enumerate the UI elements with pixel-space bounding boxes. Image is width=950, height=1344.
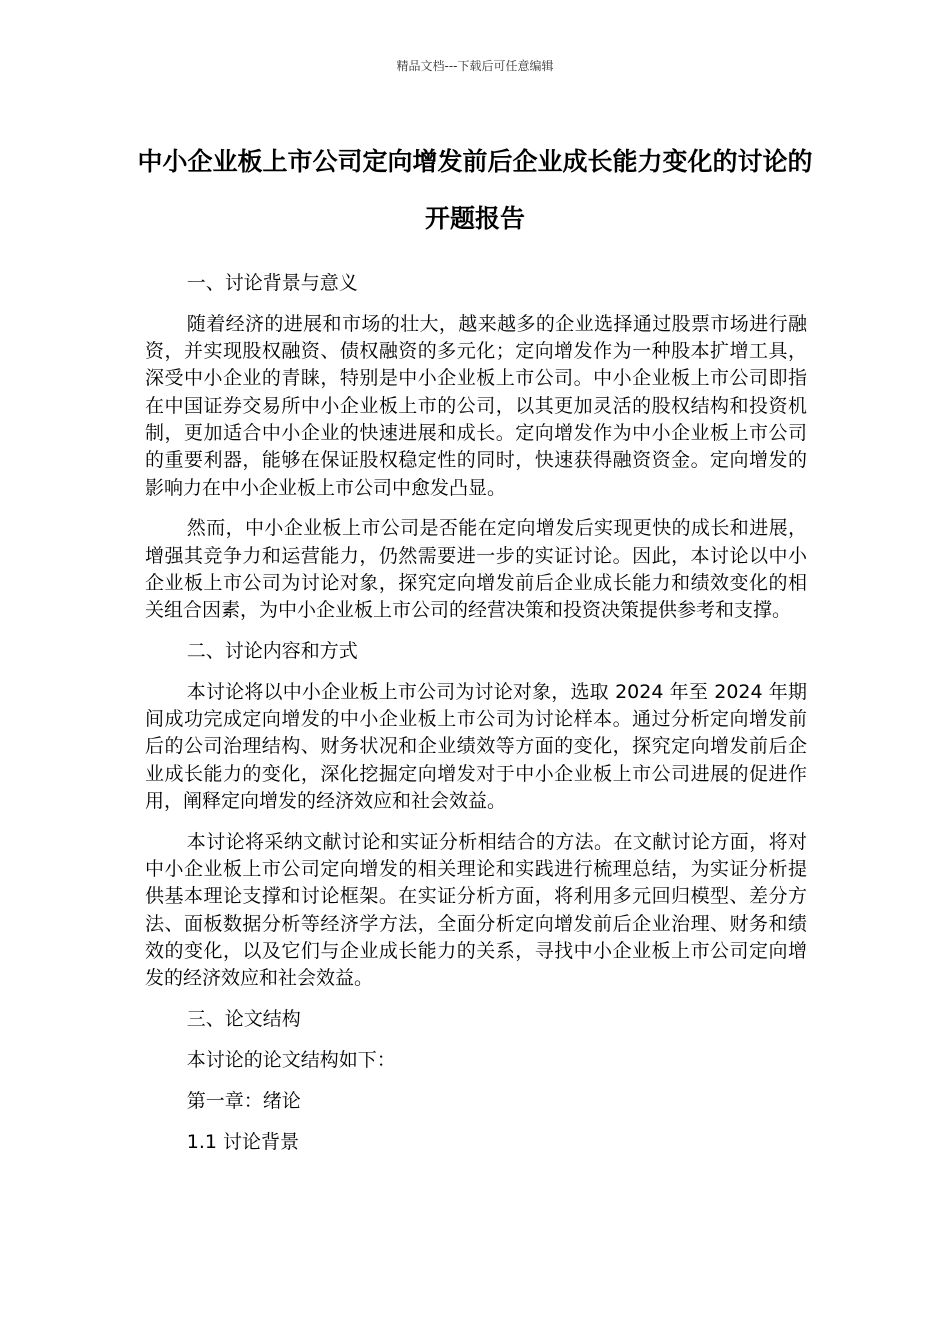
- header-note: 精品文档---下载后可任意编辑: [396, 59, 554, 73]
- section-heading-content-method: 二、讨论内容和方式: [186, 640, 358, 663]
- paragraph-background-2: 然而，中小企业板上市公司是否能在定向增发后实现更快的成长和进展，增强其竞争力和运营能力，仍然需要进一步的实证讨论。因此，本讨论以中小企业板上市公司为讨论对象，探究定向增发前后企业成长能力和绩效变化的相关组合因素，为中小企业板上市公司的经营决策和投资决策提供参考和支撑。: [145, 517, 807, 622]
- section-heading-background: 一、讨论背景与意义: [186, 272, 358, 294]
- paragraph-structure-intro: 本讨论的论文结构如下：: [186, 1048, 396, 1071]
- paragraph-content-2: 本讨论将采纳文献讨论和实证分析相结合的方法。在文献讨论方面，将对中小企业板上市公司定向增发的相关理论和实践进行梳理总结，为实证分析提供基本理论支撑和讨论框架。在实证分析方面，将利用多元回归模型、差分方法、面板数据分析等经济学方法，全面分析定向增发前后企业治理、财务和绩效的变化，以及它们与企业成长能力的关系，寻找中小企业板上市公司定向增发的经济效应和社会效益。: [145, 830, 807, 990]
- paragraph-content-1: 本讨论将以中小企业板上市公司为讨论对象，选取 2024 年至 2024 年期间成功完成定向增发的中小企业板上市公司为讨论样本。通过分析定向增发前后的公司治理结构、财务状况和企业绩效等方面的变化，探究定向增发前后企业成长能力的变化，深化挖掘定向增发对于中小企业板上市公司进展的促进作用，阐释定向增发的经济效应和社会效益。: [145, 680, 807, 813]
- section-heading-structure: 三、论文结构: [186, 1008, 301, 1031]
- subsection-1-1: 1.1 讨论背景: [186, 1130, 300, 1153]
- document-body: [145, 270, 807, 1169]
- document-title: 中小企业板上市公司定向增发前后企业成长能力变化的讨论的开题报告: [137, 147, 813, 233]
- chapter-one-heading: 第一章：绪论: [186, 1089, 301, 1112]
- paragraph-background-1: 随着经济的进展和市场的壮大，越来越多的企业选择通过股票市场进行融资，并实现股权融资、债权融资的多元化；定向增发作为一种股本扩增工具，深受中小企业的青睐，特别是中小企业板上市公司。中小企业板上市公司即指在中国证券交易所中小企业板上市的公司，以其更加灵活的股权结构和投资机制，更加适合中小企业的快速进展和成长。定向增发作为中小企业板上市公司的重要利器，能够在保证股权稳定性的同时，快速获得融资资金。定向增发的影响力在中小企业板上市公司中愈发凸显。: [145, 312, 807, 499]
